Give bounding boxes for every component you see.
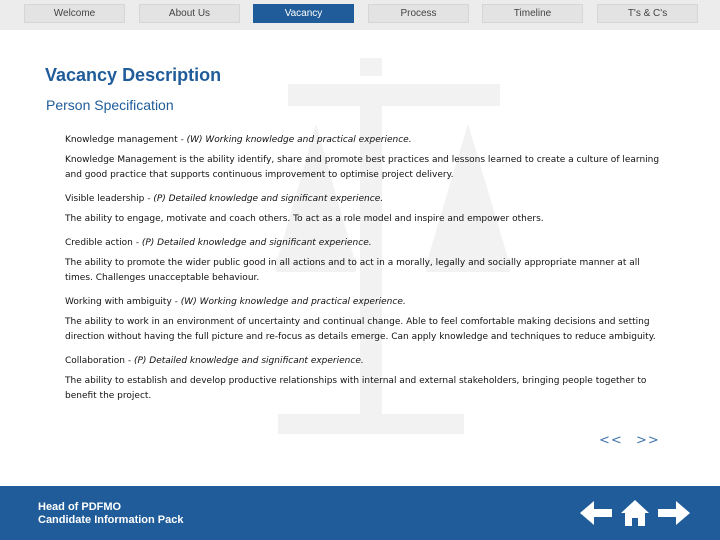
tab-process[interactable]: Process xyxy=(368,4,469,23)
section-level: - (W) Working knowledge and practical experience. xyxy=(180,135,412,145)
footer-bar xyxy=(0,486,720,540)
section-description: Knowledge Management is the ability identify, share and promote best practices and lessons learned to create a culture of learning and good practice that supports continuous improvement to optimise project delivery. xyxy=(65,155,660,180)
tab-welcome[interactable]: Welcome xyxy=(24,4,125,23)
section-description: The ability to establish and develop productive relationships with internal and external stakeholders, bringing people together to benefit the project. xyxy=(65,376,647,401)
section-name: Collaboration xyxy=(65,356,125,366)
section-description: The ability to promote the wider public good in all actions and to act in a morally, legally and socially appropriate manner at all times. Challenges unacceptable behaviour. xyxy=(65,258,640,283)
person-specification-list xyxy=(65,133,660,413)
section-heading xyxy=(65,295,660,310)
footer-caption xyxy=(38,501,183,527)
top-nav-bar xyxy=(0,0,720,30)
section-heading xyxy=(65,133,660,148)
section-description: The ability to engage, motivate and coach others. To act as a role model and inspire and empower others. xyxy=(65,214,544,224)
section-name: Knowledge management xyxy=(65,135,178,145)
page-subtitle: Person Specification xyxy=(46,97,174,113)
footer-pack-name: Candidate Information Pack xyxy=(38,514,184,526)
tab-vacancy[interactable]: Vacancy xyxy=(253,4,354,23)
arrow-right-icon[interactable] xyxy=(658,499,690,527)
section-level: - (W) Working knowledge and practical experience. xyxy=(174,297,406,307)
section-heading xyxy=(65,192,660,207)
section-name: Credible action xyxy=(65,238,133,248)
tab-about-us[interactable]: About Us xyxy=(139,4,240,23)
footer-role: Head of PDFMO xyxy=(38,501,122,513)
home-icon[interactable] xyxy=(620,499,650,527)
tab-terms-conditions[interactable]: T's & C's xyxy=(597,4,698,23)
section-description: The ability to work in an environment of uncertainty and continual change. Able to feel comfortable making decisions and setting direction without having the full picture and re-focus as details emerge. Can apply knowledge and techniques to reduce ambiguity. xyxy=(65,317,656,342)
section-level: - (P) Detailed knowledge and significant experience. xyxy=(135,238,372,248)
section-heading xyxy=(65,354,660,369)
tab-timeline[interactable]: Timeline xyxy=(482,4,583,23)
section-name: Working with ambiguity xyxy=(65,297,172,307)
section-level: - (P) Detailed knowledge and significant experience. xyxy=(127,356,364,366)
section-level: - (P) Detailed knowledge and significant experience. xyxy=(147,194,384,204)
arrow-left-icon[interactable] xyxy=(580,499,612,527)
next-page-link[interactable]: >> xyxy=(636,433,660,448)
section-name: Visible leadership xyxy=(65,194,145,204)
section-heading xyxy=(65,236,660,251)
page-title: Vacancy Description xyxy=(45,65,222,85)
previous-page-link[interactable]: << xyxy=(599,433,623,448)
